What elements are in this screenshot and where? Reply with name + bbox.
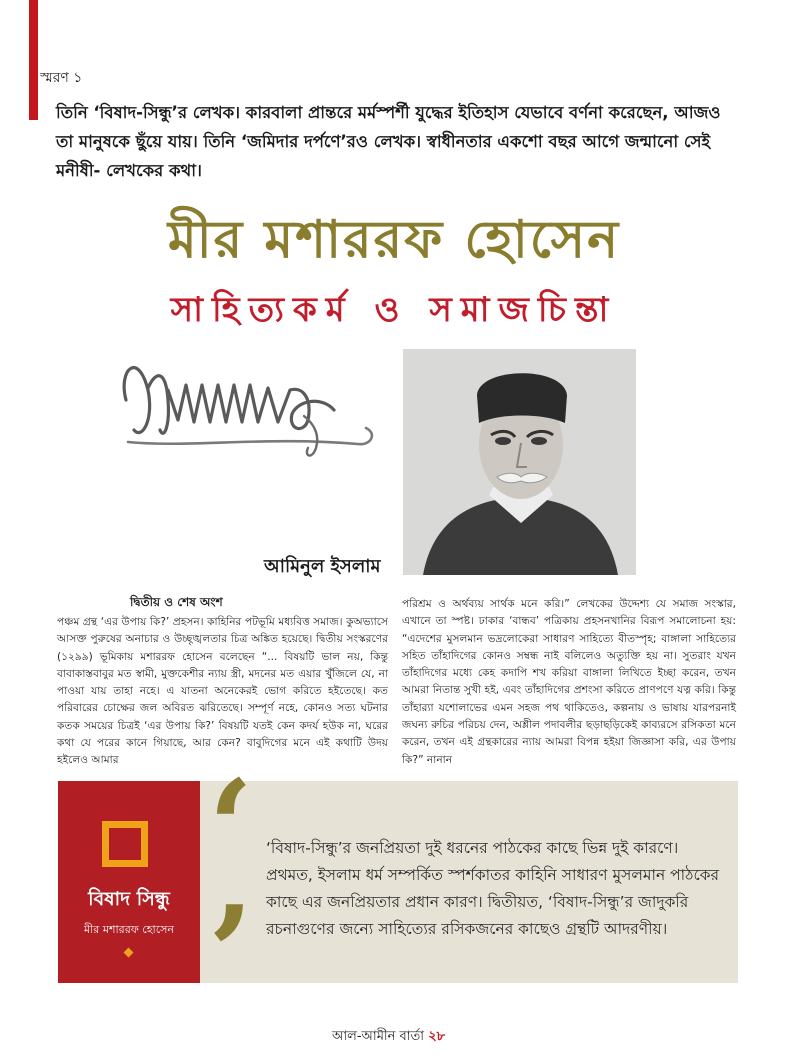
body-column-right: পরিশ্রম ও অর্থব্যয় সার্থক মনে করি।” লেখকের উদ্দেশ্য যে সমাজ সংস্কার, এখানে তা স্পষ্ট। ঢাকার ‘বান্ধব’ পত্রিকায় প্রহসনখানির বিরূপ সমালোচনা হয়: “এদেশের মুসলমান ভদ্রলোকেরা সাধারণ সাহিত্যে বীতস্পৃহ; বাঙ্গালা সাহিত্যের সহিত তাঁহাদিগের কোনও সম্বন্ধ নাই বলিলেও অত্যুক্তি হয় না। সুতরাং যখন তাঁহাদিগের মধ্যে কেহ কদাপি শখ করিয়া বাঙ্গালা লিখিতে ইচ্ছা করেন, তখন আমরা নিতান্ত সুখী হই, এবং তাঁহাদিগের প্রশংসা করিতে প্রাণপণে যত্ন করি। কিন্তু তাঁহার‍্যা যশোলাভের এমন সহজ পথ থাকিতেও, কল্পনায় ও ভাষায় যারপরনাই জঘন্য রুচির পরিচয় দেন, অশ্লীল পদাবলীর ছড়াছড়িকেই কাব্যরসে রসিকতা মনে করেন, তখন এই গ্রন্থকারের ন্যায় আমরা বিপন্ন হইয়া জিজ্ঞাসা করি, এর উপায় কি?” নানান [402, 598, 736, 766]
article-subtitle: সাহিত্যকর্ম ও সমাজচিন্তা [170, 290, 618, 330]
pull-quote-box [58, 751, 738, 1030]
book-diamond-ornament [124, 948, 134, 958]
section-label: স্মরণ ১ [40, 70, 83, 86]
body-column-left: পঞ্চম গ্রন্থ ‘এর উপায় কি?’ প্রহসন। কাহিনির পটভূমি মধ্যবিত্ত সমাজ। কুঅভ্যাসে আসক্ত পুরুষের অনাচার ও উচ্ছৃঙ্খলতার চিত্র অঙ্কিত হয়েছে। দ্বিতীয় সংস্করণের (১২৯৯) ভূমিকায় মশাররফ হোসেন বলেছেন “... বিষয়টি ভাল নয়, কিন্তু বাবাকাস্তবাবুর মত স্বামী, মুক্তকেশীর ন্যায় স্ত্রী, মদনের মত এয়ার খুঁজিলে যে, না পাওয়া যায় তাহা নহে। এ যাতনা অনেকেরই ভোগ করিতে হইতেছে। কত পরিবারের চোক্ষের জল অবিরত ঝরিতেছে। সম্পূর্ণ নহে, কোনও সত্য ঘটনার কতক সময়ের চিত্রই ‘এর উপায় কি?’ বিষয়টি যতই কেন কদর্য হউক না, ঘরের কথা যে পরের কানে গিয়াছে, আর কেন? বাবুদিগের মনে এই কথাটি উদয় হইলেও আমার [57, 616, 388, 767]
book-author: মীর মশাররফ হোসেন [84, 923, 174, 936]
column-heading: দ্বিতীয় ও শেষ অংশ [130, 595, 223, 609]
accent-bar [29, 0, 38, 120]
quote-close-icon: ’ [208, 877, 254, 1030]
page-number: ২৮ [428, 1029, 446, 1044]
page-footer [332, 1027, 445, 1048]
book-cover [58, 781, 200, 983]
book-title: বিষাদ সিন্ধু [88, 888, 170, 910]
portrait-photo [403, 349, 636, 575]
quote-open-icon: ‘ [208, 751, 254, 904]
book-cover-square [102, 821, 148, 867]
author-name: আমিনুল ইসলাম [264, 556, 381, 577]
intro-paragraph: তিনি ‘বিষাদ-সিন্ধু’র লেখক। কারবালা প্রান্তরে মর্মস্পর্শী যুদ্ধের ইতিহাস যেভাবে বর্ণনা করেছেন, আজও তা মানুষকে ছুঁয়ে যায়। তিনি ‘জমিদার দর্পণে’রও লেখক। স্বাধীনতার একশো বছর আগে জন্মানো সেই মনীষী- লেখকের কথা। [56, 103, 721, 180]
signature-image [108, 330, 388, 480]
pull-quote-text: ‘বিষাদ-সিন্ধু’র জনপ্রিয়তা দুই ধরনের পাঠকের কাছে ভিন্ন দুই কারণে। প্রথমত, ইসলাম ধর্ম সম্পর্কিত স্পর্শকাতর কাহিনি সাধারণ মুসলমান পাঠকের কাছে এর জনপ্রিয়তার প্রধান কারণ। দ্বিতীয়ত, ‘বিষাদ-সিন্ধু’র জাদুকরি রচনাগুণের জন্যে সাহিত্যের রসিকজনের কাছেও গ্রন্থটি আদরণীয়। [266, 839, 720, 938]
magazine-name: আল-আমীন বার্তা [332, 1029, 425, 1044]
article-title: মীর মশাররফ হোসেন [167, 209, 621, 270]
